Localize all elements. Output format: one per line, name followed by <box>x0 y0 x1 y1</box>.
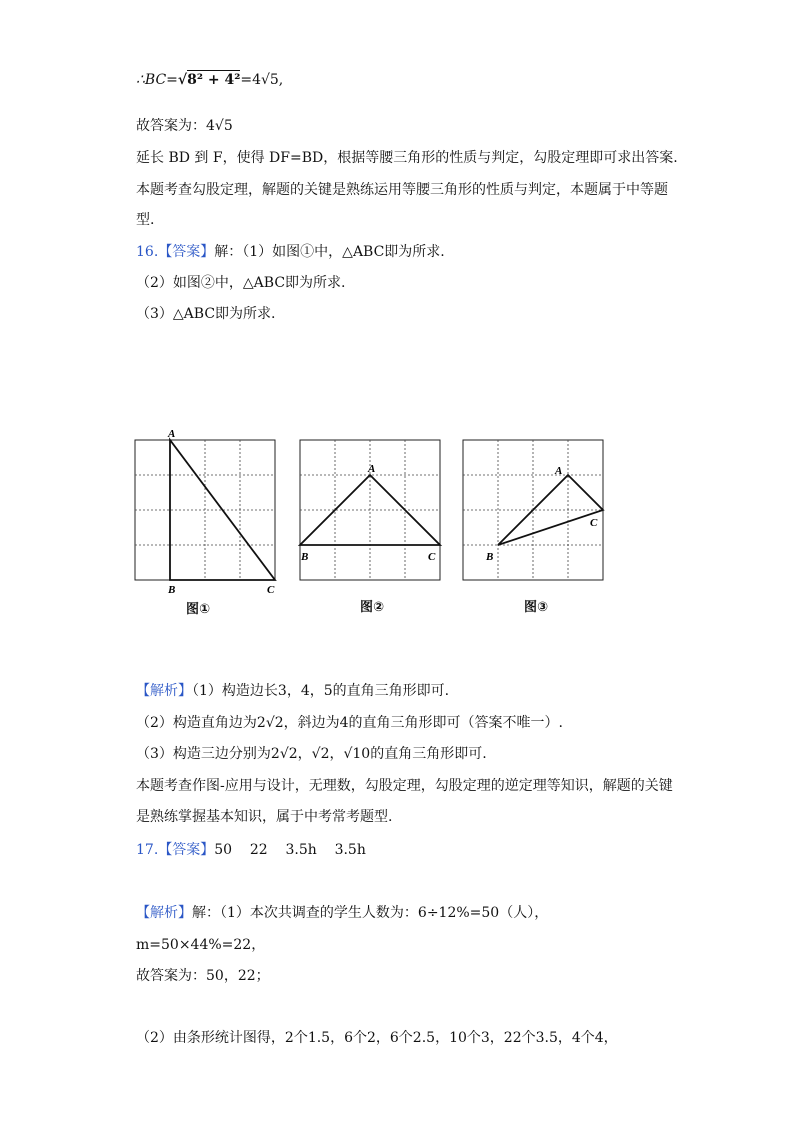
q17-answer-text: 50 22 3.5h 3.5h <box>214 842 366 858</box>
fig2-caption: 图② <box>360 600 385 615</box>
analysis16-line4: 本题考查作图-应用与设计，无理数，勾股定理，勾股定理的逆定理等知识，解题的关键 <box>136 778 673 794</box>
fig1-caption: 图① <box>186 602 211 617</box>
sqrt-expression: √8² + 4² <box>177 72 241 88</box>
method-line: 延长 BD 到 F，使得 DF=BD，根据等腰三角形的性质与判定，勾股定理即可求出答案. <box>136 150 678 166</box>
analysis17-line2: m=50×44%=22， <box>136 937 266 953</box>
fig3-label-a: A <box>555 465 563 477</box>
fig1-label-a: A <box>168 428 176 440</box>
fig3-caption: 图③ <box>524 600 549 615</box>
bc-lhs: ∴BC= <box>136 72 178 88</box>
fig2-label-b: B <box>301 551 309 563</box>
fig3-label-b: B <box>486 551 494 563</box>
fig1-label-b: B <box>168 584 176 596</box>
figures-group <box>130 425 610 625</box>
figure-2 <box>300 440 440 580</box>
radicand: 8² + 4² <box>187 72 241 88</box>
bc-rhs: =4√5, <box>240 72 284 88</box>
figure-1 <box>135 428 275 596</box>
analysis17-line1 <box>136 903 548 923</box>
analysis17-line3: 故答案为：50，22； <box>136 968 270 984</box>
q17-answer-line <box>136 840 366 860</box>
analysis17-prefix: 【解析】 <box>136 905 192 921</box>
fig2-label-c: C <box>428 551 436 563</box>
analysis16-line1 <box>136 681 449 701</box>
analysis17-line4: （2）由条形统计图得，2个1.5，6个2，6个2.5，10个3，22个3.5，4个4， <box>136 1030 618 1046</box>
q16-answer-line1 <box>136 242 445 262</box>
bc-equation <box>136 70 283 90</box>
analysis16-line5: 是熟练掌握基本知识，属于中考常考题型. <box>136 809 393 825</box>
analysis16-text1: （1）构造边长3，4，5的直角三角形即可. <box>192 683 450 699</box>
q17-answer-prefix: 17.【答案】 <box>136 842 215 858</box>
q16-answer-text1: 解：（1）如图①中，△ABC即为所求. <box>214 244 445 260</box>
fig2-label-a: A <box>368 463 376 475</box>
analysis16-line3: （3）构造三边分别为2√2，√2，√10的直角三角形即可. <box>136 746 487 762</box>
analysis16-line2: （2）构造直角边为2√2，斜边为4的直角三角形即可（答案不唯一）. <box>136 715 563 731</box>
q16-answer-line3: （3）△ABC即为所求. <box>136 306 276 322</box>
answer-line: 故答案为：4√5 <box>136 118 233 134</box>
q16-answer-prefix: 16.【答案】 <box>136 244 215 260</box>
q16-answer-line2: （2）如图②中，△ABC即为所求. <box>136 275 346 291</box>
analysis16-prefix: 【解析】 <box>136 683 192 699</box>
analysis17-text1: 解：（1）本次共调查的学生人数为：6÷12%=50（人）， <box>192 905 549 921</box>
figure-3 <box>463 440 603 580</box>
summary-line: 本题考查勾股定理，解题的关键是熟练运用等腰三角形的性质与判定，本题属于中等题 <box>136 182 668 198</box>
fig3-label-c: C <box>590 517 598 529</box>
fig1-label-c: C <box>267 584 275 596</box>
summary-line-cont: 型. <box>136 212 155 228</box>
